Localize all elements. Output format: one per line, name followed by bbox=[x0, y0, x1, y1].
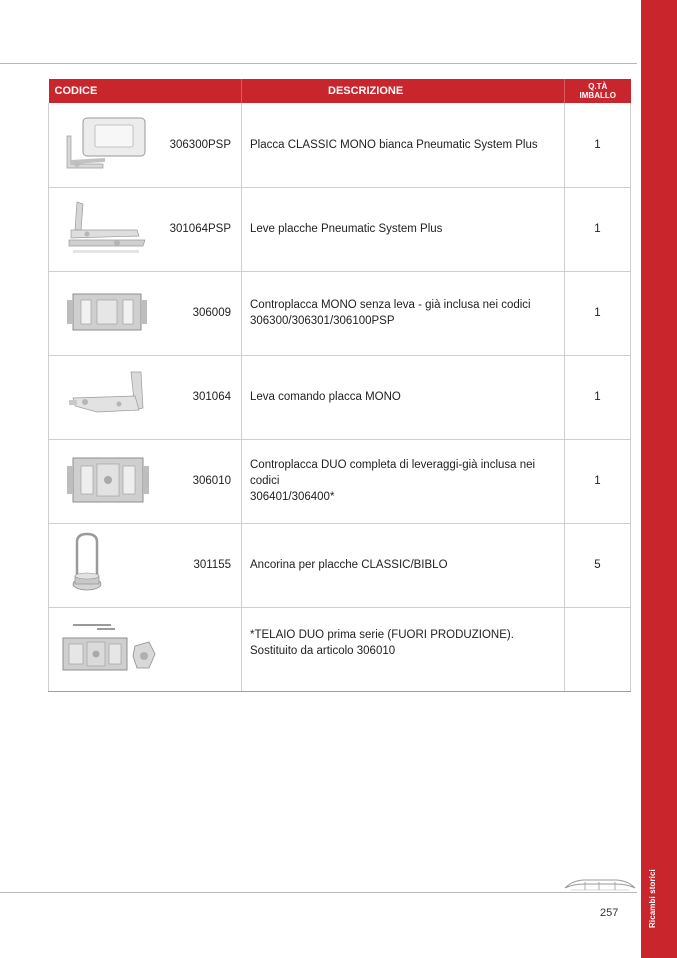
row-description bbox=[242, 187, 565, 271]
row-description-line: 306401/306400* bbox=[250, 491, 335, 503]
row-image-cell bbox=[49, 439, 161, 523]
row-code: 301064 bbox=[161, 355, 242, 439]
header-code: CODICE bbox=[49, 79, 242, 103]
row-description-line: *TELAIO DUO prima serie (FUORI PRODUZIONE). bbox=[250, 628, 514, 641]
row-description-line: Controplacca MONO senza leva - già inclusa nei codici bbox=[250, 299, 531, 311]
header-qty-line1: Q.TÀ bbox=[588, 82, 608, 91]
row-image-cell bbox=[49, 355, 161, 439]
mono-counterplate-photo bbox=[57, 280, 153, 346]
row-qty bbox=[565, 607, 631, 691]
duo-counterplate-photo bbox=[57, 448, 153, 514]
row-description bbox=[242, 607, 565, 691]
row-code bbox=[161, 607, 242, 691]
row-code: 306010 bbox=[161, 439, 242, 523]
row-description-line: 306300/306301/306100PSP bbox=[250, 315, 395, 327]
row-image-cell bbox=[49, 607, 161, 691]
header-qty-line2: IMBALLO bbox=[579, 91, 616, 100]
table-header-row bbox=[49, 79, 631, 103]
table-row bbox=[49, 523, 631, 607]
spare-parts-table bbox=[48, 79, 631, 692]
row-qty: 1 bbox=[565, 187, 631, 271]
row-image-cell bbox=[49, 103, 161, 187]
page-number: 257 bbox=[600, 907, 619, 919]
row-description-line: Ancorina per placche CLASSIC/BIBLO bbox=[250, 559, 448, 571]
row-qty: 1 bbox=[565, 355, 631, 439]
row-qty: 1 bbox=[565, 271, 631, 355]
ornament-icon bbox=[563, 876, 637, 896]
side-band-label: Ricambi storici bbox=[648, 869, 657, 928]
row-image-cell bbox=[49, 271, 161, 355]
header-qty bbox=[565, 79, 631, 103]
bottom-rule bbox=[0, 892, 637, 893]
row-description bbox=[242, 103, 565, 187]
header-description: DESCRIZIONE bbox=[242, 79, 565, 103]
row-description-line: Leve placche Pneumatic System Plus bbox=[250, 223, 443, 235]
anchor-bracket-photo bbox=[57, 532, 153, 598]
row-description-line: Placca CLASSIC MONO bianca Pneumatic System Plus bbox=[250, 138, 538, 151]
row-qty: 1 bbox=[565, 103, 631, 187]
row-description-line: Controplacca DUO completa di leveraggi-già inclusa nei codici bbox=[250, 459, 536, 487]
row-description-line: Leva comando placca MONO bbox=[250, 391, 401, 403]
top-rule bbox=[0, 63, 637, 64]
table-row bbox=[49, 187, 631, 271]
table-row bbox=[49, 607, 631, 691]
table-row bbox=[49, 271, 631, 355]
row-image-cell bbox=[49, 187, 161, 271]
duo-frame-photo bbox=[57, 616, 161, 682]
row-description-line: Sostituito da articolo 306010 bbox=[250, 644, 396, 657]
table-row bbox=[49, 439, 631, 523]
row-code: 301064PSP bbox=[161, 187, 242, 271]
row-qty: 5 bbox=[565, 523, 631, 607]
row-code: 306300PSP bbox=[161, 103, 242, 187]
row-qty: 1 bbox=[565, 439, 631, 523]
row-code: 301155 bbox=[161, 523, 242, 607]
row-description bbox=[242, 355, 565, 439]
mono-lever-photo bbox=[57, 364, 153, 430]
row-description bbox=[242, 271, 565, 355]
table-row bbox=[49, 103, 631, 187]
plate-levers-photo bbox=[57, 196, 153, 262]
row-description bbox=[242, 523, 565, 607]
classic-mono-plate-photo bbox=[57, 112, 153, 178]
row-code: 306009 bbox=[161, 271, 242, 355]
row-image-cell bbox=[49, 523, 161, 607]
table-row bbox=[49, 355, 631, 439]
row-description bbox=[242, 439, 565, 523]
side-band bbox=[641, 0, 677, 958]
